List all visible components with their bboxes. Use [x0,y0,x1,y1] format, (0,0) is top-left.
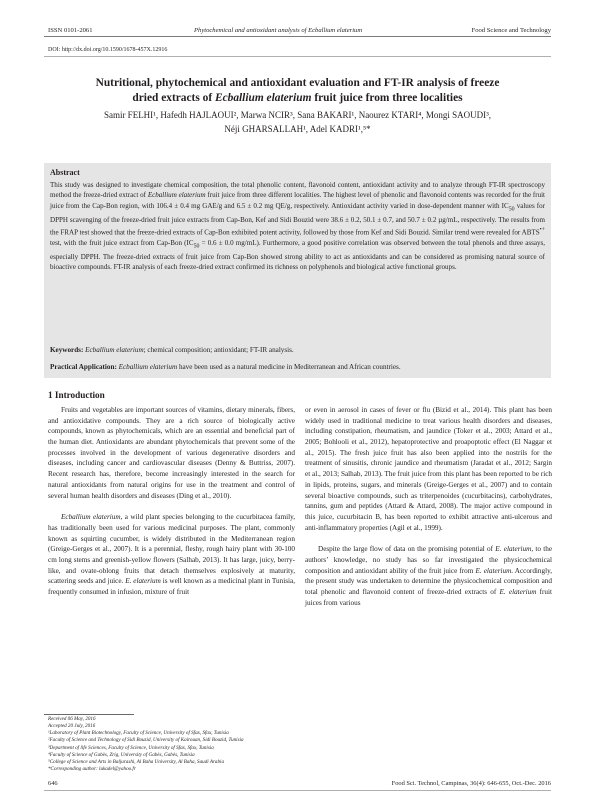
right-column [305,405,552,608]
footnotes [48,716,244,773]
issn-label: ISSN 0101-2061 [48,27,93,34]
keywords-line [50,345,545,355]
accepted-date: Accepted 20 July, 2016 [48,723,96,730]
abstract-paragraph: This study was designed to investigate chemical composition, the total phenolic content, flavonoid content, antioxidant activity and to analyze through FT-IR spectroscopy method the freeze-dried extract of Ecballium elaterium fruit juice from three different localities. The highest level of phenolic and flavonoid contents was recorded for the fruit juice from the Cap-Bon region, with 106.4 ± 0.4 mg GAE/g and 6.5 ± 0.2 mg QE/g, respectively. Antioxidant activity varied in dose-dependent manner with $IC_{50}$ values for DPPH scavenging of the freeze-dried fruit juice extracts from Cap-Bon, Kef and Sidi Bouzid were 38.6 ± 0.2, 50.1 ± 0.7, and 50.7 ± 0.2 µg/mL, respectively. The results from the FRAP test showed that the freeze-dried extracts of Cap-Bon exhibited potent activity, followed by those from Kef and Sidi Bouzid. Similar trend were revealed for ABTS•+ test, with the fruit juice extract from Cap-Bon ($IC_{50} = 0.6 \pm 0.0$ mg/mL). Furthermore, a good positive correlation was observed between the total phenols and three assays, especially DPPH. The freeze-dried extracts of fruit juice from Cap-Bon showed strong ability to act as antioxidants and can be considered as promising natural source of bioactive compounds. FT-IR analysis of each freeze-dried extract confirmed its richness on polyphenols and biological active functional groups. [50,181,546,272]
affiliation-3: ³Department of life Sciences, Faculty of Science, University of Sfax, Sfax, Tunisia [48,744,214,751]
header-rule [44,36,551,37]
doi-rule [44,56,551,57]
abstract-text [50,180,545,273]
journal-citation: Food Sci. Technol, Campinas, 36(4): 646-655, Oct.-Dec. 2016 [391,780,551,787]
keywords-label: Keywords: [50,346,84,354]
intro-paragraph-3: or even in aerosol in cases of fever or flu (Bizid et al., 2014). This plant has been widely used in traditional medicine to treat various health disorders and diseases, including constipation, rheumatism, and jaundice (Toker et al., 2003; Attard et al., 2005; Bohlooli et al., 2012), hepatoprotective and proapoptotic effect (El Naggar et al., 2015). The fresh juice fruit has also been applied into the nostrils for the treatment of sinusitis, chronic jaundice and rheumatism (Jaradat et al., 2012; Sargin et al., 2013; Salhab, 2013). The fruit juice from this plant has been reported to be rich in lipids, proteins, sugars, and minerals (Greige-Gerges et al., 2007) and to contain several bioactive compounds, such as triterpenoides (cucurbitacins), carbohydrates, tannins, gum and peptides (Attard & Attard, 2008). The major active compound in this juice, cucurbitacin B, has been reported to exhibit attractive anti-ulcerous and anti-inflammatory properties (Agil et al., 1999). [305,406,552,532]
affiliation-5: ⁵College of Science and Arts in Baljurashi, Al Baha University, Al Baha, Saudi Arabia [48,758,224,765]
intro-paragraph-4: Despite the large flow of data on the promising potential of E. elaterium, to the authors’ knowledge, no study has so far investigated the physicochemical composition and antioxidant ability of the fruit juice from E. elaterium. Accordingly, the present study was undertaken to determine the physicochemical composition and total phenolic and flavonoid content of freeze-dried extracts of E. elaterium fruit juices from various [305,545,553,607]
paragraph-gap [48,501,295,512]
authors-line-2: Néji GHARSALLAH¹, Adel KADRI¹,⁵* [224,123,371,134]
introduction-heading: 1 Introduction [48,390,105,400]
title-species: Ecballium elaterium [214,91,312,104]
journal-name: Food Science and Technology [471,27,551,34]
keywords-text: Ecballium elaterium; chemical composition; antioxidant; FT-IR analysis. [85,346,294,354]
author-list [44,109,551,136]
title-line-1: Nutritional, phytochemical and antioxidant evaluation and FT-IR analysis of freeze [95,77,500,89]
affiliation-2: ²Faculty of Science and Technology of Sidi Bouzid, University of Kairouan, Sidi Bouzid, Tunisia [48,737,244,744]
running-title: Phytochemical and antioxidant analysis of Ecballium elaterium [194,27,363,34]
practical-application-text: Ecballium elaterium have been used as a natural medicine in Mediterranean and African countries. [118,363,401,371]
left-column [48,405,295,598]
corresponding-author: *Corresponding author: lukadel@yahoo.fr [48,766,136,773]
paragraph-gap [305,533,552,544]
footnote-rule [44,714,134,715]
practical-application-label: Practical Application: [50,363,117,371]
title-line-2-start: dried extracts of [132,91,215,104]
received-date: Received 06 May, 2016 [48,716,96,722]
article-title [44,76,551,105]
page-number: 646 [48,780,58,787]
title-line-2-end: fruit juice from three localities [311,91,463,104]
abstract-heading: Abstract [50,168,80,177]
intro-paragraph-2: Ecballium elaterium, a wild plant species belonging to the cucurbitacea family, has traditionally been used for various medicinal purposes. The plant, commonly known as squirting cucumber, is widely distributed in the Mediterranean region (Greige-Gerges et al., 2007). It is a perennial, fleshy, rough hairy plant with 30-100 cm long stems and greenish-yellow flowers (Salhab, 2013). It has large, juicy, berry-like, and ovate-oblong fruits that detach themselves explosively at maturity, scattering seeds and juice. E. elaterium is well known as a medicinal plant in Tunisia, frequently consumed in infusion, mixture of fruit [48,513,295,596]
practical-application-line [50,362,545,372]
affiliation-4: ⁴Faculty of Science of Gabès, Zrig, University of Gabès, Gabès, Tunisia [48,751,195,758]
doi-link[interactable]: DOI: http://dx.doi.org/10.1590/1678-457X.12916 [48,47,168,53]
authors-line-1: Samir FELHI¹, Hafedh HAJLAOUI², Marwa NCIR³, Sana BAKARI¹, Naourez KTARI⁴, Mongi SAOUDI³, [103,110,492,120]
footer-rule [44,790,551,791]
title-line-2 [44,91,551,106]
intro-paragraph-1: Fruits and vegetables are important sources of vitamins, dietary minerals, fibers, and antioxidative compounds. They are a rich source of biologically active compounds, known as phytochemicals, which are an essential and beneficial part of the human diet. Antioxidants are abundant phytochemicals that prevent some of the processes involved in the development of various degenerative disorders and diseases, including cancer and cardiovascular diseases (Denny & Buttriss, 2007). Recent research has, therefore, become increasingly interested in the search for natural antioxidants from natural origins for use in the treatment and control of several human health disorders and diseases (Ding et al., 2010). [48,406,295,500]
affiliation-1: ¹Laboratory of Plant Biotechnology, Faculty of Science, University of Sfax, Sfax, Tunisia [48,730,229,737]
